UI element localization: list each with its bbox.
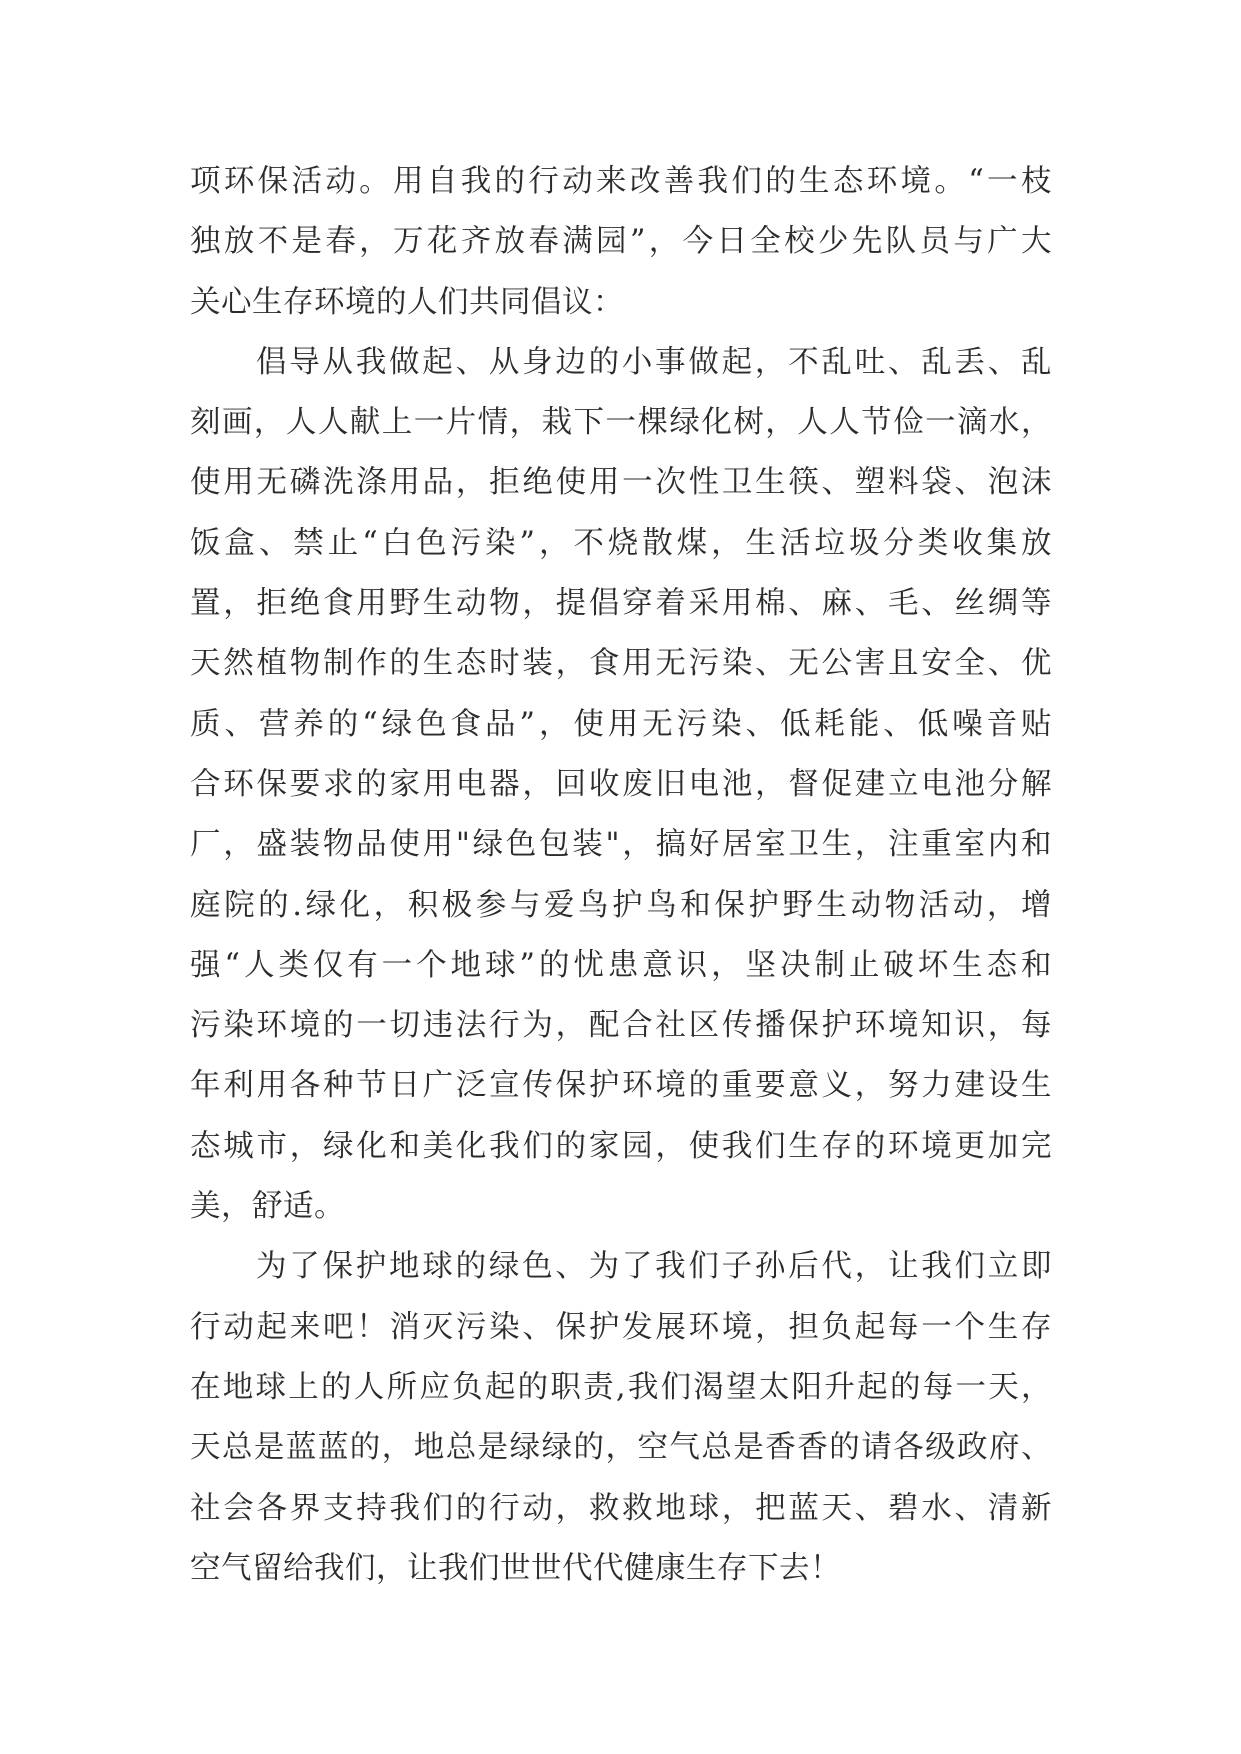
text-line: 天然植物制作的生态时装，食用无污染、无公害且安全、优 [190, 646, 1052, 682]
text-line: 年利用各种节日广泛宣传保护环境的重要意义，努力建设生 [190, 1068, 1052, 1104]
text-line: 刻画，人人献上一片情，栽下一棵绿化树，人人节俭一滴水， [190, 405, 1052, 441]
text-line: 倡导从我做起、从身边的小事做起，不乱吐、乱丢、乱 [256, 344, 1052, 380]
text-line: 空气留给我们，让我们世世代代健康生存下去！ [190, 1550, 841, 1586]
text-line: 天总是蓝蓝的，地总是绿绿的，空气总是香香的请各级政府、 [190, 1430, 1052, 1466]
text-line: 行动起来吧！消灭污染、保护发展环境，担负起每一个生存 [190, 1309, 1052, 1345]
paragraph-1 [190, 152, 1052, 333]
text-line: 项环保活动。用自我的行动来改善我们的生态环境。“一枝 [190, 164, 1052, 199]
text-line: 使用无磷洗涤用品，拒绝使用一次性卫生筷、塑料袋、泡沫 [190, 465, 1052, 501]
text-line: 质、营养的“绿色食品”，使用无污染、低耗能、低噪音贴 [190, 706, 1052, 742]
document-page [190, 152, 1052, 1599]
text-line: 美，舒适。 [190, 1189, 345, 1225]
text-line: 污染环境的一切违法行为，配合社区传播保护环境知识，每 [190, 1008, 1052, 1044]
text-line: 合环保要求的家用电器，回收废旧电池，督促建立电池分解 [190, 766, 1052, 802]
text-line: 饭盒、禁止“白色污染”，不烧散煤，生活垃圾分类收集放 [190, 525, 1052, 561]
paragraph-3 [190, 1237, 1052, 1599]
text-line: 关心生存环境的人们共同倡议： [190, 284, 624, 320]
text-line: 社会各界支持我们的行动，救救地球，把蓝天、碧水、清新 [190, 1490, 1052, 1526]
text-line: 在地球上的人所应负起的职责,我们渴望太阳升起的每一天， [190, 1369, 1052, 1405]
paragraph-2 [190, 333, 1052, 1237]
text-line: 强“人类仅有一个地球”的忧患意识，坚决制止破坏生态和 [190, 947, 1052, 983]
text-line: 态城市，绿化和美化我们的家园，使我们生存的环境更加完 [190, 1128, 1052, 1164]
text-line: 独放不是春，万花齐放春满园”，今日全校少先队员与广大 [190, 224, 1052, 260]
text-line: 为了保护地球的绿色、为了我们子孙后代，让我们立即 [256, 1249, 1052, 1285]
text-line: 庭院的.绿化，积极参与爱鸟护鸟和保护野生动物活动，增 [190, 887, 1052, 923]
text-line: 置，拒绝食用野生动物，提倡穿着采用棉、麻、毛、丝绸等 [190, 586, 1052, 622]
text-line: 厂，盛装物品使用"绿色包装"，搞好居室卫生，注重室内和 [190, 827, 1052, 863]
